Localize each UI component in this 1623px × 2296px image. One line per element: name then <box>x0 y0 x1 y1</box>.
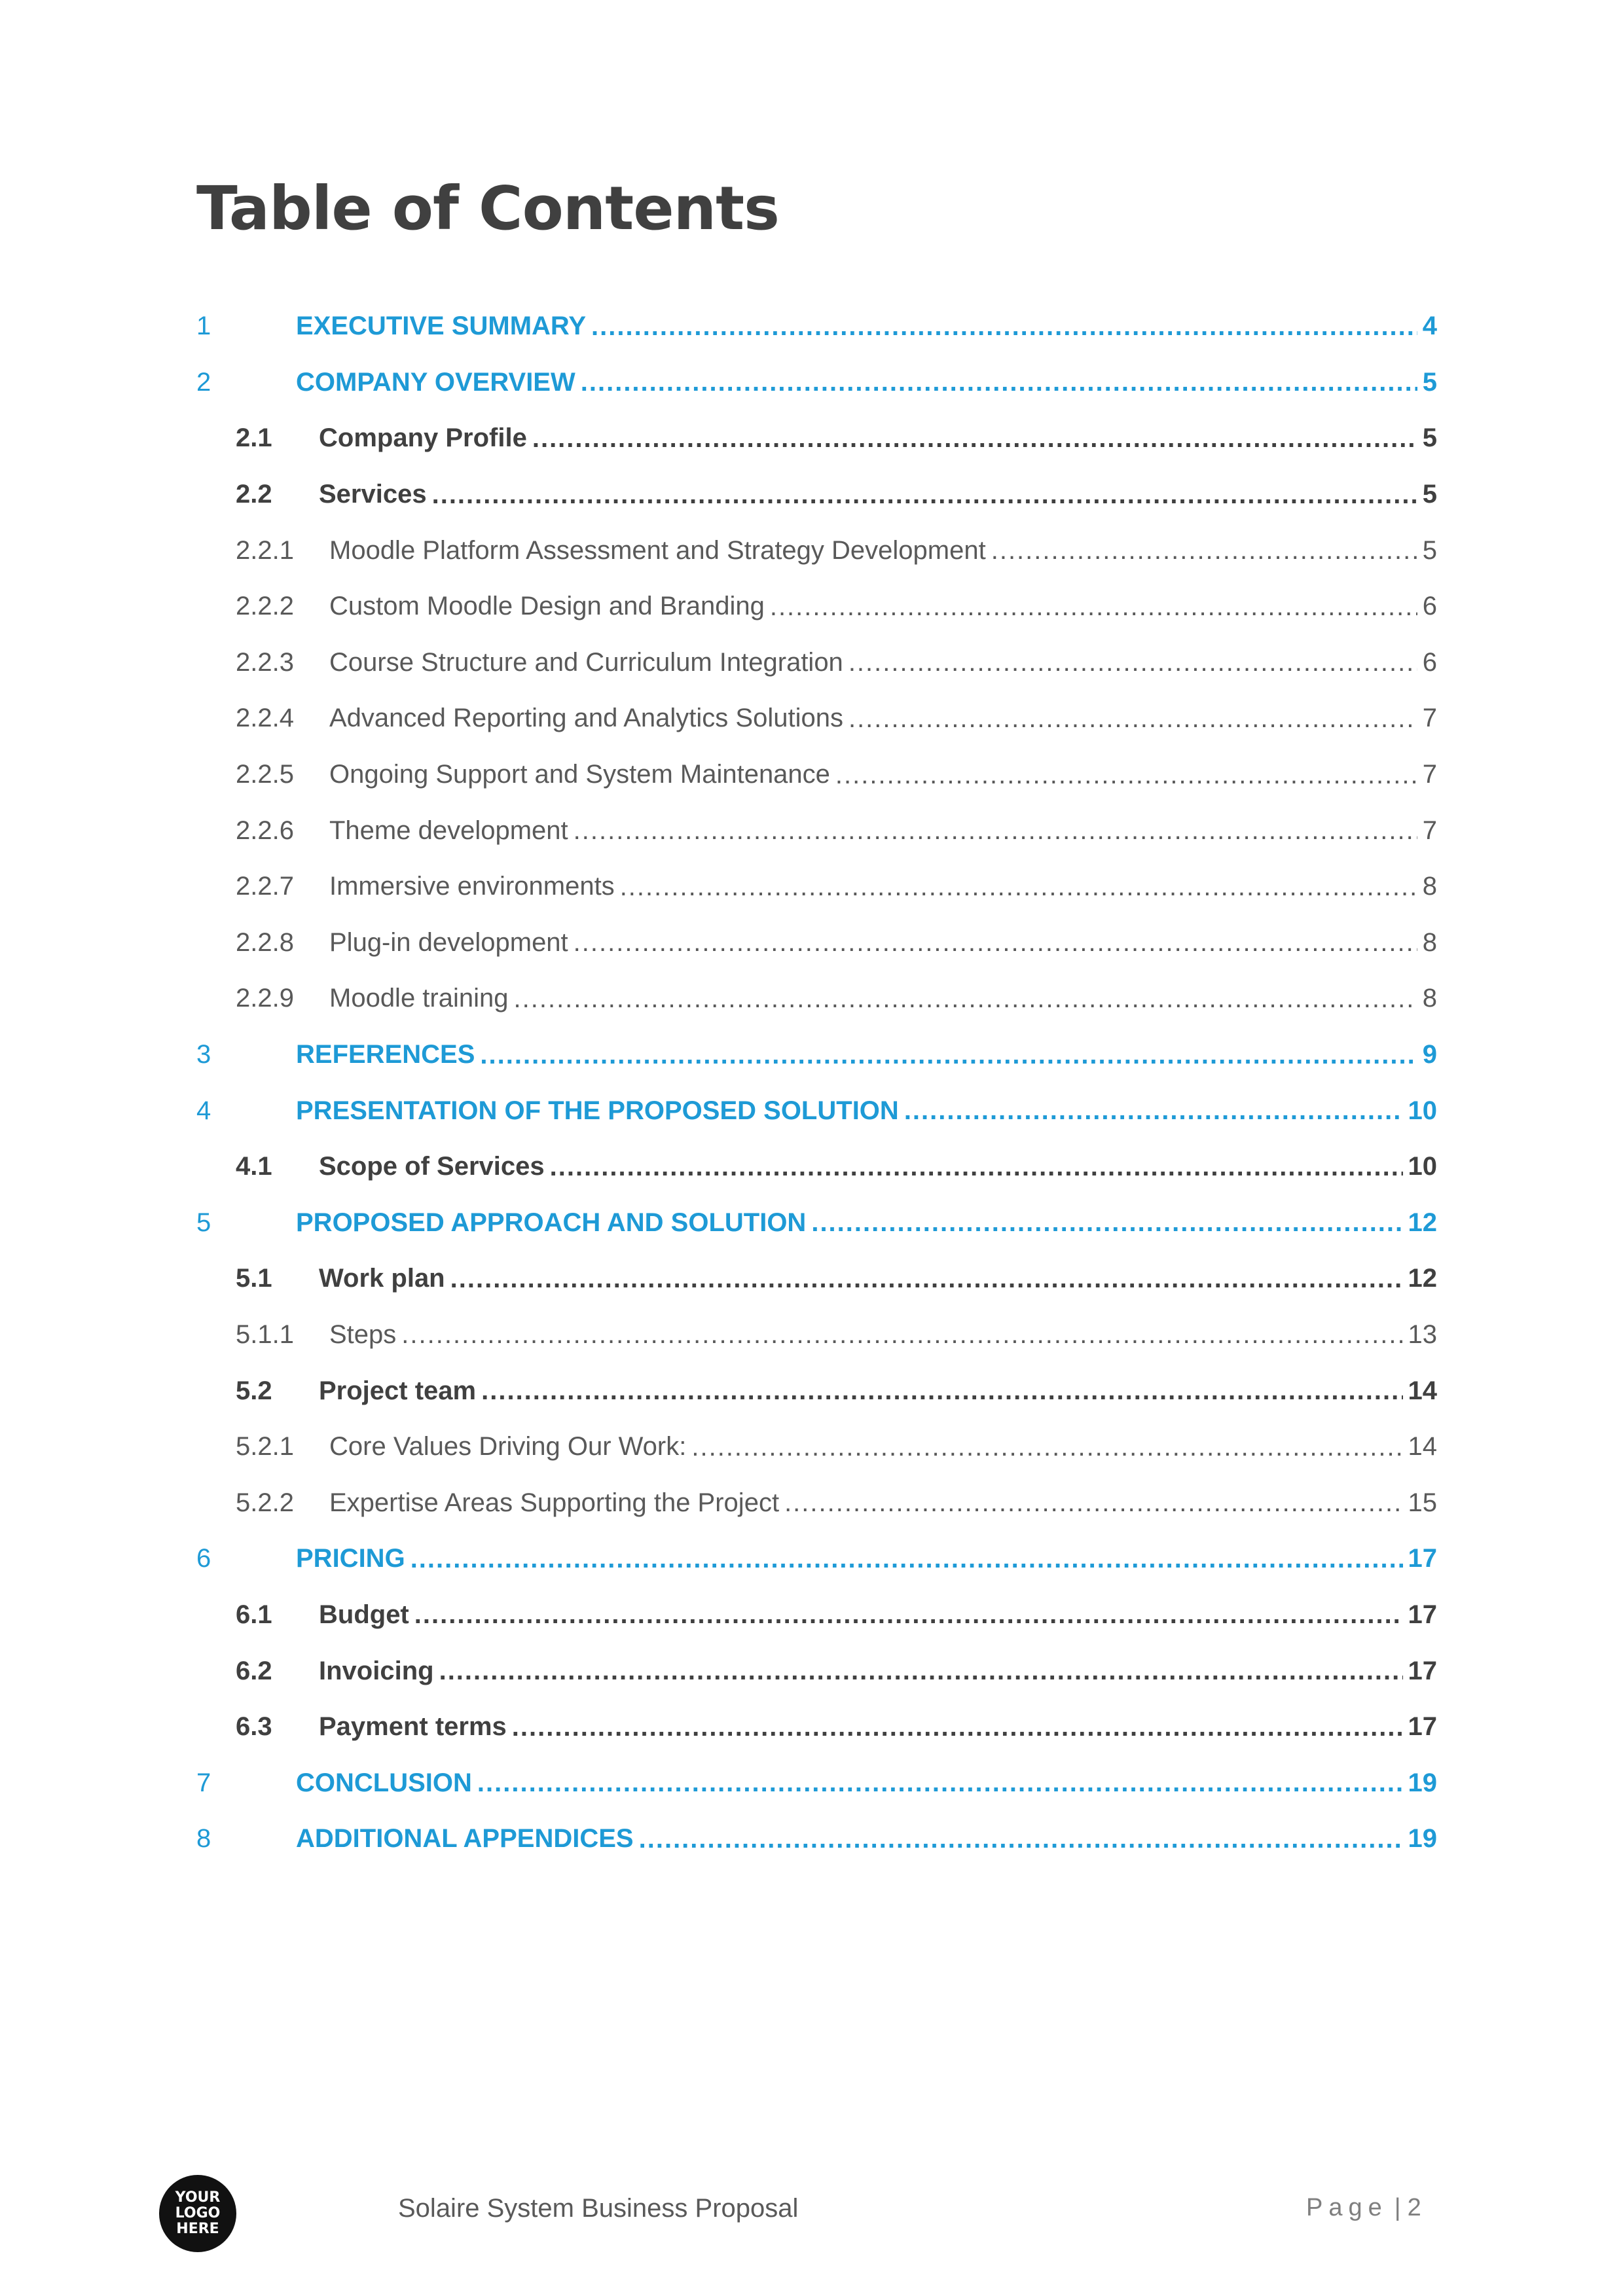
toc-entry-label[interactable]: Payment terms <box>319 1712 507 1742</box>
toc-dot-leader <box>550 1154 1403 1180</box>
toc-entry[interactable] <box>196 579 1437 635</box>
toc-dot-leader <box>512 1714 1403 1740</box>
logo-placeholder <box>159 2175 236 2252</box>
toc-entry[interactable] <box>196 1139 1437 1195</box>
toc-entry-page: 7 <box>1422 816 1437 845</box>
toc-entry-number: 5.2.1 <box>236 1432 294 1462</box>
toc-entry-page: 12 <box>1408 1264 1437 1293</box>
toc-dot-leader <box>848 649 1417 675</box>
toc-entry-page: 7 <box>1422 760 1437 789</box>
toc-dot-leader <box>450 1266 1403 1292</box>
toc-entry-number: 2.2.9 <box>236 984 294 1013</box>
toc-dot-leader <box>410 1546 1403 1572</box>
toc-entry-page: 7 <box>1422 704 1437 733</box>
toc-dot-leader <box>574 817 1417 844</box>
page-title: Table of Contents <box>196 173 779 243</box>
toc-entry-page: 17 <box>1408 1600 1437 1629</box>
toc-entry[interactable] <box>196 1587 1437 1643</box>
toc-entry-label[interactable]: Steps <box>329 1319 397 1349</box>
toc-entry[interactable] <box>196 1083 1437 1139</box>
toc-dot-leader <box>401 1321 1402 1348</box>
toc-entry-number: 5.1 <box>236 1264 272 1293</box>
toc-entry[interactable] <box>196 1755 1437 1811</box>
toc-entry[interactable] <box>196 1419 1437 1475</box>
toc-entry[interactable] <box>196 467 1437 523</box>
logo-text-line: HERE <box>176 2221 219 2237</box>
toc-entry-label[interactable]: Budget <box>319 1600 409 1629</box>
toc-entry-page: 10 <box>1408 1096 1437 1125</box>
toc-entry-number: 6.2 <box>236 1656 272 1685</box>
toc-entry-page: 8 <box>1422 984 1437 1013</box>
toc-entry-number: 5.2 <box>236 1376 272 1405</box>
toc-entry-number: 1 <box>196 312 211 341</box>
toc-entry[interactable] <box>196 971 1437 1027</box>
toc-entry[interactable] <box>196 1307 1437 1363</box>
toc-entry-number: 2.1 <box>236 423 272 453</box>
toc-entry-number: 2.2.5 <box>236 760 294 789</box>
toc-entry[interactable] <box>196 915 1437 971</box>
toc-entry[interactable] <box>196 522 1437 579</box>
toc-entry-number: 2.2.8 <box>236 927 294 957</box>
toc-entry-number: 8 <box>196 1824 211 1854</box>
toc-entry[interactable] <box>196 1643 1437 1699</box>
toc-entry-page: 12 <box>1408 1208 1437 1237</box>
toc-entry-page: 8 <box>1422 927 1437 957</box>
toc-entry[interactable] <box>196 298 1437 355</box>
toc-entry-label[interactable]: PRESENTATION OF THE PROPOSED SOLUTION <box>296 1096 899 1125</box>
toc-entry[interactable] <box>196 355 1437 411</box>
toc-entry-label[interactable]: Moodle training <box>329 984 509 1013</box>
toc-entry-label[interactable]: Project team <box>319 1376 477 1405</box>
page-number: 2 <box>1407 2194 1427 2221</box>
toc-entry-label[interactable]: Immersive environments <box>329 872 615 901</box>
toc-entry-page: 19 <box>1408 1768 1437 1797</box>
toc-entry-label[interactable]: COMPANY OVERVIEW <box>296 367 575 397</box>
toc-dot-leader <box>620 874 1417 900</box>
toc-entry-page: 15 <box>1408 1488 1437 1517</box>
toc-entry-page: 5 <box>1422 423 1437 453</box>
toc-entry[interactable] <box>196 1811 1437 1867</box>
toc-entry-number: 6.3 <box>236 1712 272 1742</box>
toc-entry-label[interactable]: Ongoing Support and System Maintenance <box>329 760 830 789</box>
toc-entry-number: 2 <box>196 367 211 397</box>
footer-page-number <box>1306 2194 1427 2222</box>
toc-entry-number: 5.1.1 <box>236 1319 294 1349</box>
toc-entry-page: 5 <box>1422 535 1437 565</box>
toc-entry[interactable] <box>196 691 1437 747</box>
toc-entry-number: 4 <box>196 1096 211 1125</box>
toc-dot-leader <box>432 482 1417 508</box>
toc-entry[interactable] <box>196 802 1437 859</box>
toc-entry-number: 5 <box>196 1208 211 1237</box>
toc-entry-page: 17 <box>1408 1712 1437 1742</box>
page-separator: | <box>1394 2194 1401 2221</box>
toc-dot-leader <box>414 1602 1403 1628</box>
toc-entry-label[interactable]: Scope of Services <box>319 1152 545 1181</box>
toc-entry[interactable] <box>196 1027 1437 1083</box>
page-label: Page <box>1306 2194 1388 2221</box>
toc-entry-number: 2.2.4 <box>236 704 294 733</box>
toc-entry[interactable] <box>196 1251 1437 1307</box>
toc-entry-label[interactable]: PRICING <box>296 1544 405 1573</box>
toc-entry-label[interactable]: CONCLUSION <box>296 1768 472 1797</box>
toc-entry-page: 5 <box>1422 480 1437 509</box>
logo-text-line: YOUR <box>175 2189 221 2206</box>
toc-entry-label[interactable]: REFERENCES <box>296 1040 475 1069</box>
toc-entry-number: 2.2.1 <box>236 535 294 565</box>
toc-entry-label[interactable]: Core Values Driving Our Work: <box>329 1432 687 1462</box>
toc-entry-label[interactable]: Invoicing <box>319 1656 434 1685</box>
toc-entry-page: 17 <box>1408 1656 1437 1685</box>
toc-dot-leader <box>639 1826 1403 1852</box>
toc-entry-page: 8 <box>1422 872 1437 901</box>
toc-entry-label[interactable]: Services <box>319 480 427 509</box>
toc-dot-leader <box>481 1378 1402 1404</box>
toc-entry-page: 6 <box>1422 592 1437 621</box>
toc-entry[interactable] <box>196 635 1437 691</box>
toc-dot-leader <box>532 425 1417 452</box>
toc-entry[interactable] <box>196 1363 1437 1419</box>
toc-entry-number: 6 <box>196 1544 211 1573</box>
table-of-contents <box>196 298 1437 1867</box>
toc-dot-leader <box>770 594 1417 620</box>
toc-dot-leader <box>439 1658 1403 1684</box>
toc-entry-page: 17 <box>1408 1544 1437 1573</box>
footer-document-title: Solaire System Business Proposal <box>398 2194 799 2223</box>
toc-entry-number: 4.1 <box>236 1152 272 1181</box>
toc-entry-label[interactable]: Course Structure and Curriculum Integration <box>329 647 843 677</box>
toc-entry-number: 5.2.2 <box>236 1488 294 1517</box>
toc-entry-label[interactable]: Moodle Platform Assessment and Strategy Development <box>329 535 986 565</box>
toc-dot-leader <box>581 369 1417 395</box>
toc-dot-leader <box>904 1098 1403 1124</box>
toc-dot-leader <box>591 314 1417 340</box>
toc-dot-leader <box>835 762 1417 788</box>
toc-entry-label[interactable]: Work plan <box>319 1264 445 1293</box>
toc-entry[interactable] <box>196 1195 1437 1251</box>
toc-entry-label[interactable]: EXECUTIVE SUMMARY <box>296 312 587 341</box>
toc-entry-label[interactable]: Expertise Areas Supporting the Project <box>329 1488 780 1517</box>
toc-dot-leader <box>574 929 1417 956</box>
toc-entry-number: 2.2.3 <box>236 647 294 677</box>
toc-entry-number: 2.2.6 <box>236 816 294 845</box>
toc-entry-page: 6 <box>1422 647 1437 677</box>
toc-dot-leader <box>811 1210 1402 1236</box>
toc-entry-number: 6.1 <box>236 1600 272 1629</box>
toc-entry-page: 19 <box>1408 1824 1437 1854</box>
toc-dot-leader <box>991 537 1417 564</box>
toc-dot-leader <box>784 1490 1402 1516</box>
toc-entry[interactable] <box>196 1531 1437 1587</box>
toc-entry-number: 2.2.7 <box>236 872 294 901</box>
toc-entry-number: 2.2 <box>236 480 272 509</box>
logo-text-line: LOGO <box>175 2205 221 2221</box>
toc-entry-label[interactable]: ADDITIONAL APPENDICES <box>296 1824 634 1854</box>
toc-entry[interactable] <box>196 859 1437 915</box>
toc-entry-number: 2.2.2 <box>236 592 294 621</box>
toc-entry[interactable] <box>196 410 1437 467</box>
toc-entry-page: 14 <box>1408 1432 1437 1462</box>
toc-entry-page: 5 <box>1422 367 1437 397</box>
toc-entry-label[interactable]: Company Profile <box>319 423 527 453</box>
toc-entry[interactable] <box>196 1699 1437 1755</box>
toc-dot-leader <box>477 1770 1403 1796</box>
toc-entry-page: 14 <box>1408 1376 1437 1405</box>
toc-entry-label[interactable]: Theme development <box>329 816 568 845</box>
toc-dot-leader <box>480 1042 1417 1068</box>
toc-entry-page: 9 <box>1422 1040 1437 1069</box>
toc-entry-label[interactable]: PROPOSED APPROACH AND SOLUTION <box>296 1208 807 1237</box>
toc-entry-number: 3 <box>196 1040 211 1069</box>
toc-entry-label[interactable]: Advanced Reporting and Analytics Solutions <box>329 704 843 733</box>
toc-entry-page: 4 <box>1422 312 1437 341</box>
toc-dot-leader <box>691 1434 1402 1460</box>
toc-dot-leader <box>514 986 1417 1012</box>
toc-entry-label[interactable]: Custom Moodle Design and Branding <box>329 592 765 621</box>
toc-dot-leader <box>848 706 1417 732</box>
toc-entry-number: 7 <box>196 1768 211 1797</box>
toc-entry-page: 10 <box>1408 1152 1437 1181</box>
toc-entry-label[interactable]: Plug-in development <box>329 927 568 957</box>
toc-entry-page: 13 <box>1408 1319 1437 1349</box>
toc-entry[interactable] <box>196 747 1437 803</box>
toc-entry[interactable] <box>196 1475 1437 1531</box>
